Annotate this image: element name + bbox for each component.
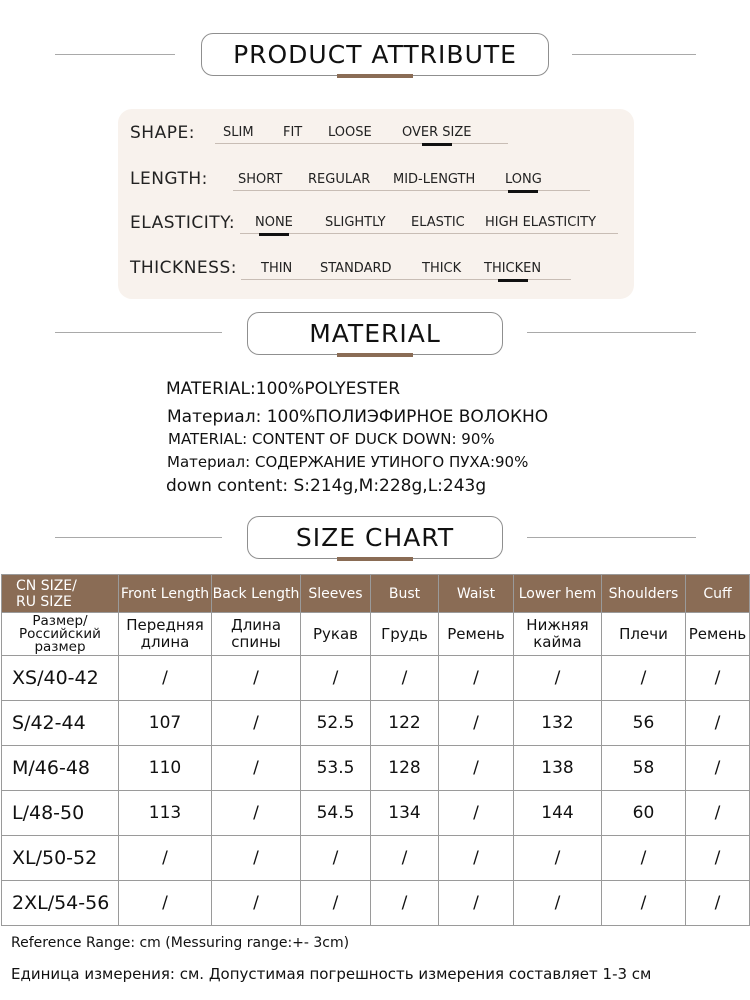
table-cell: Front Length	[119, 575, 212, 613]
table-cell: 113	[119, 791, 212, 836]
table-cell: /	[602, 881, 686, 926]
divider-right	[527, 332, 696, 333]
size-label-cell: L/48-50	[2, 791, 119, 836]
table-cell: 122	[371, 701, 439, 746]
table-cell: /	[301, 656, 371, 701]
table-cell: Bust	[371, 575, 439, 613]
table-cell: /	[439, 656, 514, 701]
table-cell: /	[686, 836, 750, 881]
table-cell: /	[514, 656, 602, 701]
attribute-option: THICK	[422, 261, 462, 276]
table-cell: /	[686, 791, 750, 836]
table-cell: /	[212, 881, 301, 926]
table-cell: Рукав	[301, 613, 371, 656]
attribute-panel	[118, 109, 634, 299]
table-cell: /	[212, 701, 301, 746]
size-label-cell: S/42-44	[2, 701, 119, 746]
table-cell: Sleeves	[301, 575, 371, 613]
attribute-option: SLIM	[223, 125, 254, 140]
table-cell: 60	[602, 791, 686, 836]
attribute-option: HIGH ELASTICITY	[485, 215, 597, 230]
table-cell: /	[439, 791, 514, 836]
reference-range-note: Reference Range: cm (Messuring range:+- 3cm)	[11, 935, 350, 951]
table-cell: /	[514, 836, 602, 881]
material-line: MATERIAL:100%POLYESTER	[166, 379, 401, 399]
section-title-size-chart	[247, 516, 503, 559]
attribute-row-length	[130, 169, 630, 199]
measurement-note-russian: Единица измерения: см. Допустимая погрешность измерения составляет 1-3 см	[11, 965, 652, 983]
attribute-baseline	[240, 233, 618, 234]
divider-left	[55, 332, 222, 333]
table-cell: /	[212, 656, 301, 701]
table-cell: /	[119, 656, 212, 701]
table-cell: 54.5	[301, 791, 371, 836]
table-cell: Плечи	[602, 613, 686, 656]
table-row	[2, 746, 750, 791]
table-cell: 56	[602, 701, 686, 746]
attribute-option: LOOSE	[328, 125, 372, 140]
table-cell: 107	[119, 701, 212, 746]
table-cell: /	[439, 836, 514, 881]
attribute-option: ELASTIC	[411, 215, 465, 230]
table-cell: /	[514, 881, 602, 926]
table-cell: /	[371, 836, 439, 881]
table-cell: /	[212, 791, 301, 836]
table-cell: /	[686, 881, 750, 926]
divider-right	[572, 54, 696, 55]
table-cell: 58	[602, 746, 686, 791]
table-cell: 53.5	[301, 746, 371, 791]
attribute-option: REGULAR	[308, 172, 371, 187]
table-cell: Back Length	[212, 575, 301, 613]
attribute-option-selected: THICKEN	[484, 261, 542, 276]
attribute-option: SHORT	[238, 172, 283, 187]
attribute-option-selected: OVER SIZE	[402, 125, 472, 140]
table-cell: Передняя длина	[119, 613, 212, 656]
size-label-cell: CN SIZE/ RU SIZE	[2, 575, 119, 613]
table-cell: /	[119, 836, 212, 881]
section-title-text: MATERIAL	[309, 319, 441, 348]
table-cell: /	[686, 701, 750, 746]
table-cell: Waist	[439, 575, 514, 613]
size-label-cell: XL/50-52	[2, 836, 119, 881]
table-cell: /	[602, 656, 686, 701]
attribute-label: LENGTH:	[130, 169, 208, 189]
section-title-product-attribute	[201, 33, 549, 76]
attribute-option: SLIGHTLY	[325, 215, 386, 230]
table-header-row-russian	[2, 613, 750, 656]
divider-left	[55, 537, 222, 538]
table-cell: /	[119, 881, 212, 926]
table-cell: 110	[119, 746, 212, 791]
size-label-cell: 2XL/54-56	[2, 881, 119, 926]
material-line: Материал: 100%ПОЛИЭФИРНОЕ ВОЛОКНО	[167, 407, 549, 427]
attribute-option: FIT	[283, 125, 303, 140]
table-cell: /	[439, 701, 514, 746]
attribute-option-selected: NONE	[255, 215, 293, 230]
table-cell: Длина спины	[212, 613, 301, 656]
section-title-material	[247, 312, 503, 355]
table-cell: 134	[371, 791, 439, 836]
table-header-row	[2, 575, 750, 613]
table-cell: Ремень	[439, 613, 514, 656]
table-row	[2, 881, 750, 926]
attribute-label: SHAPE:	[130, 123, 195, 143]
attribute-row-elasticity	[130, 213, 630, 243]
table-cell: /	[439, 881, 514, 926]
attribute-label: THICKNESS:	[130, 258, 237, 278]
material-line: MATERIAL: CONTENT OF DUCK DOWN: 90%	[168, 430, 495, 448]
material-line: Материал: СОДЕРЖАНИЕ УТИНОГО ПУХА:90%	[167, 453, 529, 471]
table-cell: 52.5	[301, 701, 371, 746]
title-underline	[337, 74, 413, 78]
attribute-option: THIN	[261, 261, 293, 276]
attribute-baseline	[215, 143, 508, 144]
title-underline	[337, 353, 413, 357]
table-cell: Shoulders	[602, 575, 686, 613]
table-cell: /	[212, 746, 301, 791]
divider-left	[55, 54, 175, 55]
attribute-label: ELASTICITY:	[130, 213, 236, 233]
size-chart-table	[1, 574, 750, 926]
attribute-option: MID-LENGTH	[393, 172, 476, 187]
table-cell: /	[371, 881, 439, 926]
size-label-cell: XS/40-42	[2, 656, 119, 701]
table-cell: /	[301, 881, 371, 926]
attribute-option: STANDARD	[320, 261, 392, 276]
table-cell: Грудь	[371, 613, 439, 656]
table-cell: 128	[371, 746, 439, 791]
table-cell: 132	[514, 701, 602, 746]
table-cell: Ремень	[686, 613, 750, 656]
table-row	[2, 791, 750, 836]
title-underline	[337, 557, 413, 561]
section-title-text: PRODUCT ATTRIBUTE	[233, 40, 517, 69]
size-label-cell: M/46-48	[2, 746, 119, 791]
table-cell: Lower hem	[514, 575, 602, 613]
section-title-text: SIZE CHART	[295, 523, 455, 552]
table-row	[2, 701, 750, 746]
attribute-row-thickness	[130, 258, 630, 288]
table-row	[2, 836, 750, 881]
table-cell: 138	[514, 746, 602, 791]
size-label-cell: Размер/ Российский размер	[2, 613, 119, 656]
table-cell: Cuff	[686, 575, 750, 613]
table-cell: /	[301, 836, 371, 881]
attribute-row-shape	[130, 123, 630, 153]
material-line: down content: S:214g,M:228g,L:243g	[166, 476, 487, 496]
table-cell: Нижняя кайма	[514, 613, 602, 656]
divider-right	[527, 537, 696, 538]
table-cell: 144	[514, 791, 602, 836]
attribute-option-selected: LONG	[505, 172, 542, 187]
table-cell: /	[439, 746, 514, 791]
table-cell: /	[212, 836, 301, 881]
table-cell: /	[371, 656, 439, 701]
table-cell: /	[686, 746, 750, 791]
table-cell: /	[686, 656, 750, 701]
table-cell: /	[602, 836, 686, 881]
table-row	[2, 656, 750, 701]
